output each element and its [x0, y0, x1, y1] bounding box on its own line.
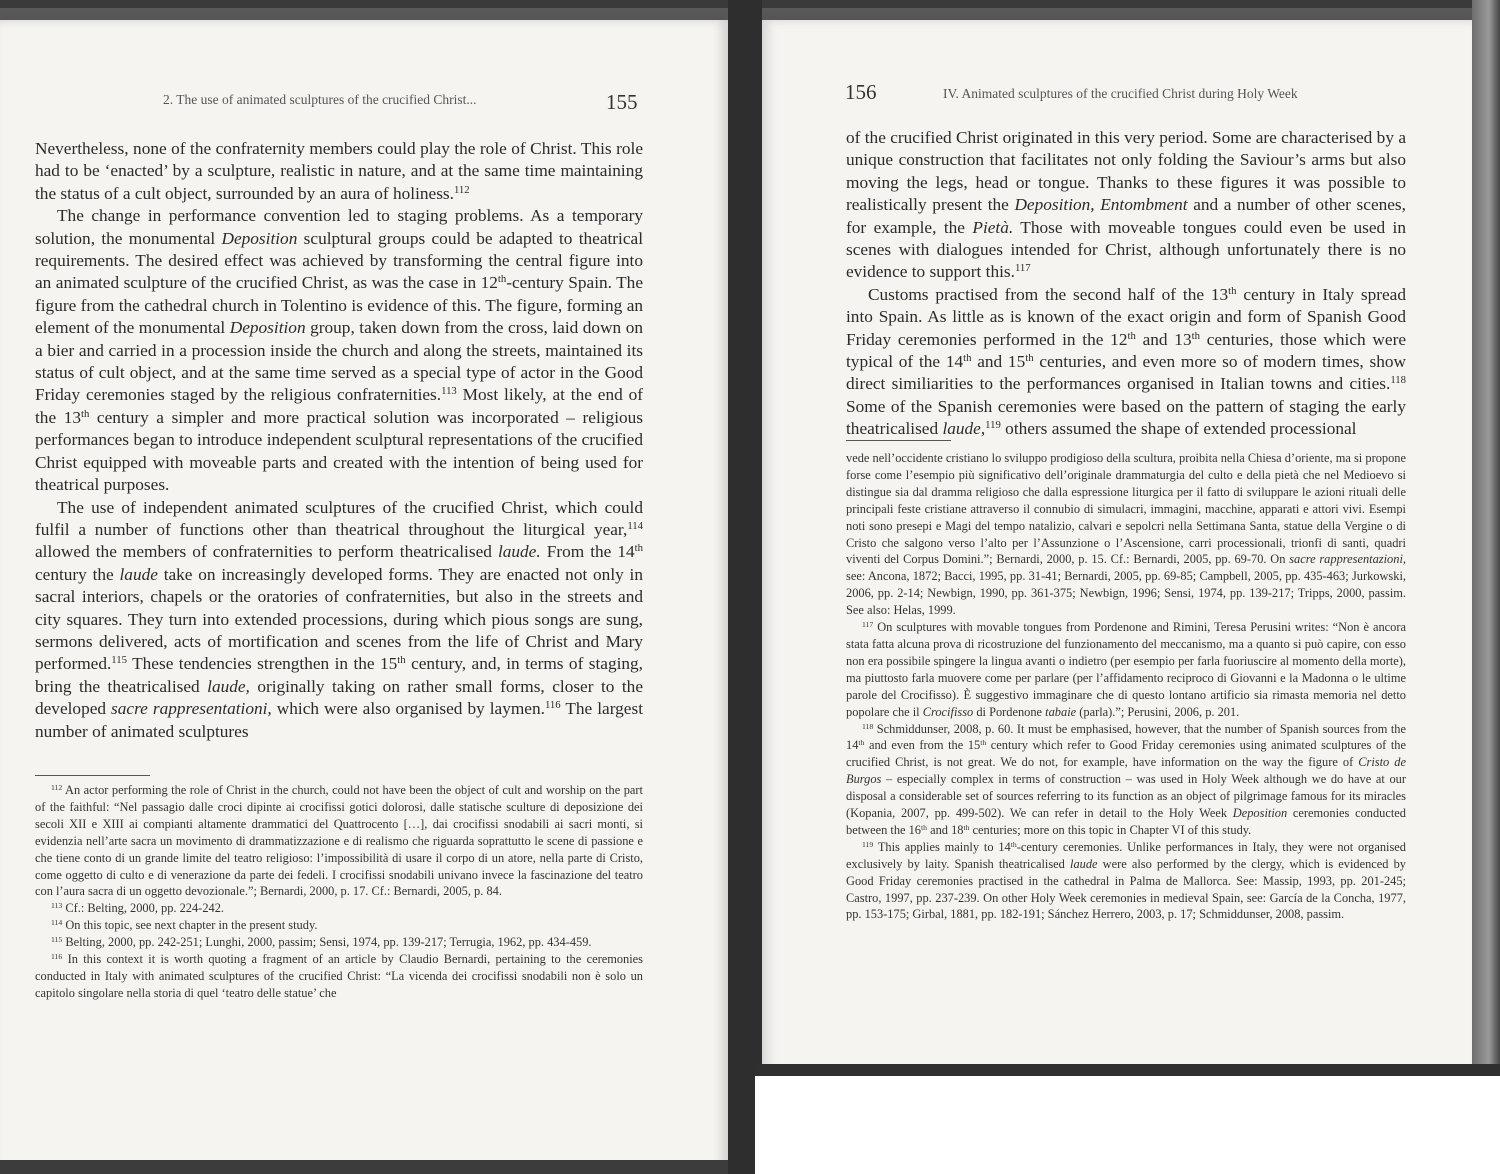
footnote-117: $^{117}$ On sculptures with movable tongues from Pordenone and Rimini, Teresa Perusini writes: “Non è ancora stata fatta alcuna prova di ricostruzione del funzionamento del meccanismo, ma a quanto si può capire, con esso non era possibile spingere la lingua avanti o indietro (per esempio per farla fuoriuscire al momento della morte), ma piuttosto farla muovere come per parlare (per l’affidamento reciproco di Giovanni e la Madonna o le ultime parole del Crocifisso). È suggestivo immaginare che di questo lontano artificio sia rimasta memoria nel detto popolare che il Crocifisso di Pordenone tabaie (parla).”; Perusini, 2006, p. 201. [846, 619, 1406, 719]
paragraph: of the crucified Christ originated in this very period. Some are characterised by a unique construction that facilitates not only folding the Saviour’s arms but also moving the legs, head or tongue. Thanks to these figures it was possible to realistically present the Deposition, Entombment and a number of other scenes, for example, the Pietà. Those with moveable tongues could even be used in scenes with dialogues intended for Christ, although unfortunately there is no evidence to support this.$^{117}$ [846, 128, 1406, 282]
footnote-114: $^{114}$ On this topic, see next chapter in the present study. [51, 918, 318, 933]
left-running-head: 2. The use of animated sculptures of the crucified Christ... [163, 92, 477, 107]
right-running-head: IV. Animated sculptures of the crucified Christ during Holy Week [943, 86, 1298, 101]
scan-left-bottom-edge [0, 1160, 728, 1174]
left-page [0, 20, 728, 1174]
paragraph: Customs practised from the second half of the 13th century in Italy spread into Spain. As little as is known of the exact origin and form of Spanish Good Friday ceremonies performed in the 12th and 13th centuries, those which were typical of the 14th and 15th centuries, and even more so of modern times, show direct similiarities to the performances organised in Italian towns and cities.$^{118}$ Some of the Spanish ceremonies were based on the pattern of staging the early theatricalised laude,$^{119}$ others assumed the shape of extended processional [846, 284, 1407, 439]
right-footnotes [846, 450, 1406, 923]
footnote-112: $^{112}$ An actor performing the role of Christ in the church, could not have been the object of cult and worship on the part of the faithful: “Nel passagio dalle croci dipinte ai crocifissi gotici dolorosi, dalle statische sculture di deposizione dei secoli XII e XIII ai compianti altamente drammatici del Quattrocento […], dai crocifissi snodabili ai sacri monti, si evidenzia nell’arte sacra un movimento di drammatizzazione e di realismo che riguarda soprattutto le scene di passione e che tiene conto di un grande limite del teatro religioso: l’impossibilità di usare il corpo di un atore, nella parte di Cristo, come oggetto di culto e di venerazione da parte dei fedeli. I crocifissi snodabili univano invece la fascinazione del teatro con l’aura sacra di un oggetto devozionale.”; Bernardi, 2000, p. 17. Cf.: Bernardi, 2005, p. 84. [35, 782, 643, 899]
paragraph: Nevertheless, none of the confraternity members could play the role of Christ. This role had to be ‘enacted’ by a sculpture, realistic in nature, and at the same time maintaining the status of a cult object, surrounded by an aura of holiness.$^{112}$ [35, 139, 643, 203]
book-gutter [728, 0, 762, 1174]
left-page-number: 155 [606, 90, 638, 114]
footnote-118: $^{118}$ Schmiddunser, 2008, p. 60. It must be emphasised, however, that the number of Spanish sources from the 14th and even from the 15th century which refer to Good Friday ceremonies using animated sculptures of the crucified Christ, is not great. We do not, for example, have information on the way the figure of Cristo de Burgos – especially complex in terms of construction – was used in Holy Week although we do have at our disposal a considerable set of sources referring to its function as an object of pilgrimage famous for its miracles (Kopania, 2007, pp. 499-502). We can refer in detail to the Holy Week Deposition ceremonies conducted between the 16th and 18th centuries; more on this topic in Chapter VI of this study. [846, 721, 1407, 837]
footnote-rule [35, 775, 150, 776]
paragraph: The change in performance convention led to staging problems. As a temporary solution, the monumental Deposition sculptural groups could be adapted to theatrical requirements. The desired effect was achieved by transforming the central figure into an animated sculpture of the crucified Christ, as was the case in 12th-century Spain. The figure from the cathedral church in Tolentino is evidence of this. The figure, forming an element of the monumental Deposition group, taken down from the cross, laid down on a bier and carried in a procession inside the church and along the streets, maintained its status of cult object, and at the same time served as a special type of actor in the Good Friday ceremonies staged by the religious confraternities.$^{113}$ Most likely, at the end of the 13th century a simpler and more practical solution was incorporated – religious performances began to introduce independent sculptural representations of the crucified Christ equipped with moveable parts and created with the intention of being used for theatrical purposes. [35, 206, 644, 495]
footnote-115: $^{115}$ Belting, 2000, pp. 242-251; Lunghi, 2000, passim; Sensi, 1974, pp. 139-217; Terrugia, 1962, pp. 434-459. [51, 934, 592, 950]
scan-blank-area [755, 1076, 1500, 1174]
footnote-116-continued: vede nell’occidente cristiano lo sviluppo prodigioso della scultura, proibita nella Chiesa d’oriente, ma si propone forse come l’esempio più significativo dell’originale drammaturgia del culto e della pietà che nel Medioevo si distingue sia dal dramma religioso che dalla espressione liturgica per il fatto di sviluppare le azioni rituali delle principali feste cristiane attraverso il connubio di simulacri, immagini, macchine, apparati e attori vivi. Esempi noti sono presepi e Magi del tempo natalizio, calvari e sepolcri nella Settimana Santa, statue della Vergine o di Cristo che salgono verso l’alto per l’Assunzione o l’Ascensione, carri processionali, trionfi di santi, quadri viventi del Corpus Domini.”; Bernardi, 2000, p. 15. Cf.: Bernardi, 2005, pp. 69-70. On sacre rappresentazioni, see: Ancona, 1872; Bacci, 1995, pp. 31-41; Bernardi, 2005, pp. 69-85; Campbell, 2005, pp. 435-463; Jurkowski, 2006, pp. 2-14; Newbign, 1990, pp. 361-375; Newbign, 1996; Sensi, 1974, pp. 139-217; Tripps, 2000, passim. See also: Helas, 1999. [846, 451, 1406, 618]
footnote-116: $^{116}$ In this context it is worth quoting a fragment of an article by Claudio Bernardi, pertaining to the ceremonies conducted in Italy with animated sculptures of the crucified Christ: “La vicenda dei crocifissi snodabili non è solo un capitolo singolare nella storia di quel ‘teatro delle statue’ che [35, 951, 643, 1000]
right-page-edge [1472, 0, 1500, 1080]
footnote-113: $^{113}$ Cf.: Belting, 2000, pp. 224-242. [51, 901, 224, 916]
right-page-number: 156 [845, 80, 877, 104]
left-footnotes [35, 782, 643, 1002]
footnote-rule [846, 440, 951, 441]
right-page [762, 20, 1472, 1076]
footnote-119: $^{119}$ This applies mainly to 14th-century ceremonies. Unlike performances in Italy, they were not organised exclusively by laity. Spanish theatricalised laude were also performed by the clergy, which is evidenced by Good Friday ceremonies practised in the cathedral in Palma de Mallorca. See: Massip, 1993, pp. 201-245; Castro, 1997, pp. 237-239. On other Holy Week ceremonies in medieval Spain, see: García de la Concha, 1977, pp. 153-175; Girbal, 1881, pp. 182-191; Sánchez Herrero, 2003, p. 17; Schmiddunser, 2008, passim. [846, 839, 1407, 922]
left-body-text [35, 138, 643, 743]
paragraph: The use of independent animated sculptures of the crucified Christ, which could fulfil a number of functions other than theatrical throughout the liturgical year,$^{114}$ allowed the members of confraternities to perform theatricalised laude. From the 14th century the laude take on increasingly developed forms. They are enacted not only in sacral interiors, chapels or the oratories of confraternities, but also in the streets and city squares. They turn into extended processions, during which pious songs are sung, sermons delivered, acts of mortification and scenes from the life of Christ and Mary performed.$^{115}$ These tendencies strengthen in the 15th century, and, in terms of staging, bring the theatricalised laude, originally taking on rather small forms, closer to the developed sacre rappresentationi, which were also organised by laymen.$^{116}$ The largest number of animated sculptures [35, 497, 644, 741]
right-body-text [846, 127, 1406, 441]
